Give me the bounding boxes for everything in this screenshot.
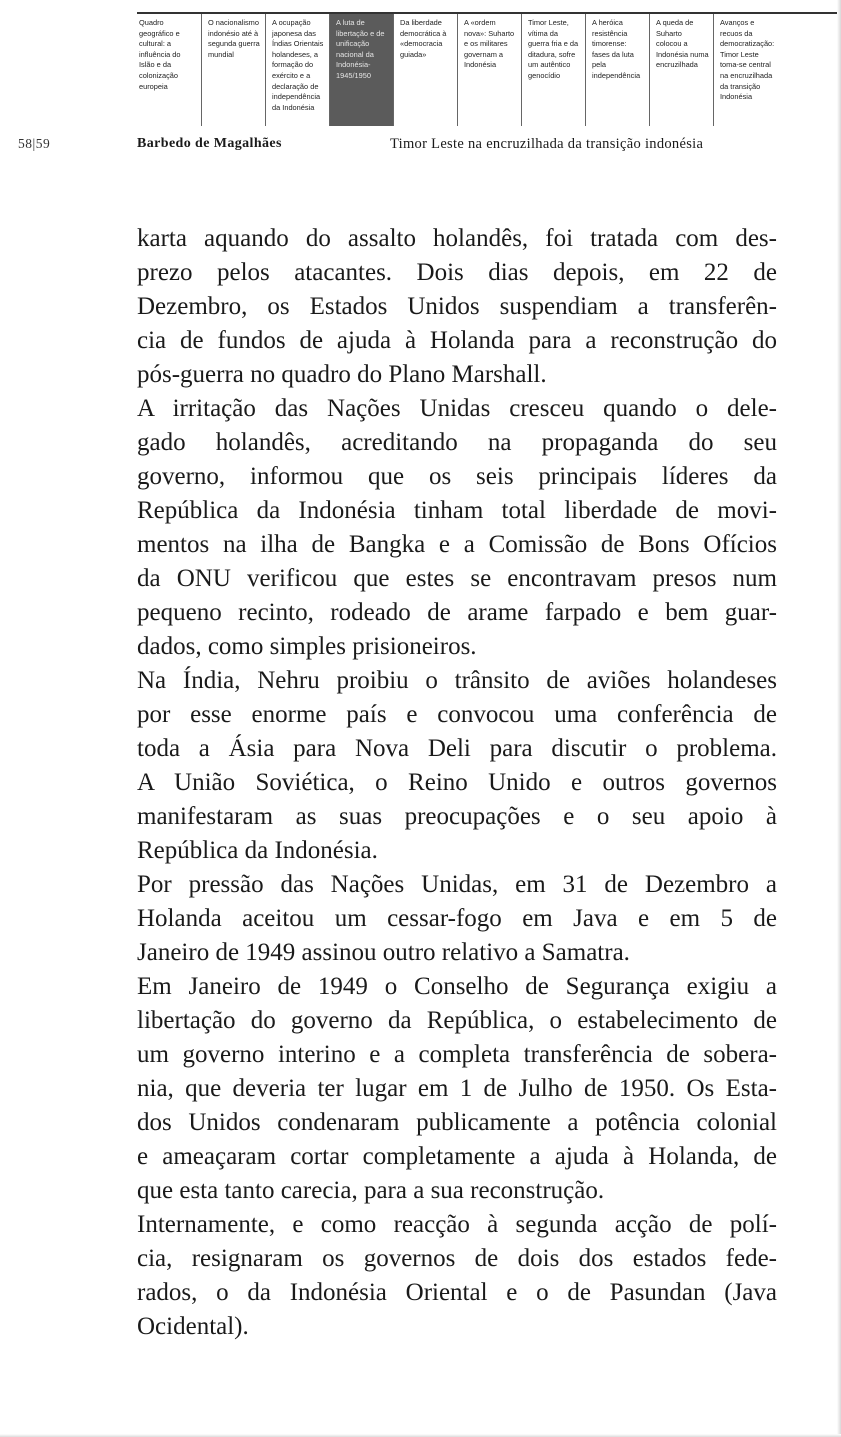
text-line: Ocidental). [137, 1313, 249, 1340]
chapter-tab[interactable] [713, 14, 777, 126]
text-line: rados, o da Indonésia Oriental e o de Pasundan (Java [137, 1279, 777, 1306]
chapter-tab-label: A «ordem nova»: Suharto e os militares governam a Indonésia [464, 18, 515, 70]
text-line: Dezembro, os Estados Unidos suspendiam a transferên- [137, 293, 777, 320]
chapter-tab[interactable] [521, 14, 585, 126]
text-line: dos Unidos condenaram publicamente a potência colonial [137, 1109, 777, 1136]
text-line: gado holandês, acreditando na propaganda do seu [137, 429, 777, 456]
text-line: libertação do governo da República, o estabelecimento de [137, 1007, 777, 1034]
author-name: Barbedo de Magalhães [137, 136, 282, 151]
chapter-tab-label: O nacionalismo indonésio até à segunda guerra mundial [208, 18, 260, 59]
text-line: República da Indonésia tinham total liberdade de movi- [137, 497, 777, 524]
text-line: Internamente, e como reacção à segunda acção de polí- [137, 1211, 777, 1238]
chapter-tab-label: A luta de libertação e de unificação nacional da Indonésia- [336, 18, 385, 70]
text-line: prezo pelos atacantes. Dois dias depois, em 22 de [137, 259, 777, 286]
chapter-tab-label: Da liberdade democrática à «democracia guiada» [400, 18, 447, 59]
text-line: nia, que deveria ter lugar em 1 de Julho de 1950. Os Esta- [137, 1075, 777, 1102]
chapter-tab-label: Timor Leste, vítima da guerra fria e da ditadura, sofre um autêntico genocídio [528, 18, 579, 80]
page-numbers: 58|59 [18, 136, 51, 151]
text-line: Janeiro de 1949 assinou outro relativo a Samatra. [137, 939, 630, 966]
text-line: da ONU verificou que estes se encontravam presos num [137, 565, 777, 592]
text-line: toda a Ásia para Nova Deli para discutir o problema. [137, 735, 777, 762]
text-line: e ameaçaram cortar completamente a ajuda à Holanda, de [137, 1143, 777, 1170]
chapter-tab[interactable] [137, 14, 201, 126]
running-header [0, 136, 841, 156]
text-line: manifestaram as suas preocupações e o seu apoio à [137, 803, 777, 830]
body-text [137, 222, 777, 1344]
text-line: cia, resignaram os governos de dois dos estados fede- [137, 1245, 777, 1272]
text-line: governo, informou que os seis principais líderes da [137, 463, 777, 490]
chapter-tab[interactable] [265, 14, 329, 126]
text-line: Em Janeiro de 1949 o Conselho de Segurança exigiu a [137, 973, 777, 1000]
chapter-tab-label: Avanços e recuos da democratização: Timor Leste toma-se central na encruzilhada da transição Indonésia [720, 18, 775, 102]
chapter-tab[interactable] [393, 14, 457, 126]
text-line: Por pressão das Nações Unidas, em 31 de Dezembro a [137, 871, 777, 898]
text-line: pós-guerra no quadro do Plano Marshall. [137, 361, 547, 388]
text-line: Na Índia, Nehru proibiu o trânsito de aviões holandeses [137, 667, 777, 694]
text-line: karta aquando do assalto holandês, foi tratada com des- [137, 225, 777, 252]
chapter-tab-years: 1945/1950 [336, 70, 371, 80]
chapter-tab[interactable] [457, 14, 521, 126]
chapter-tab-label: Quadro geográfico e cultural: a influência do Islão e da colonização europeia [139, 18, 181, 91]
chapter-tab-current[interactable] [329, 14, 393, 126]
text-line: que esta tanto carecia, para a sua reconstrução. [137, 1177, 605, 1204]
text-line: Holanda aceitou um cessar-fogo em Java e em 5 de [137, 905, 777, 932]
chapter-navigation [137, 12, 841, 126]
book-title: Timor Leste na encruzilhada da transição indonésia [390, 136, 704, 152]
text-line: dados, como simples prisioneiros. [137, 633, 477, 660]
chapter-tab[interactable] [649, 14, 713, 126]
chapter-tab-label: A queda de Suharto colocou a Indonésia numa encruzilhada [656, 18, 709, 70]
text-line: A União Soviética, o Reino Unido e outros governos [137, 769, 777, 796]
text-line: um governo interino e a completa transferência de sobera- [137, 1041, 777, 1068]
page-edge-shadow [837, 0, 841, 1437]
chapter-tab[interactable] [201, 14, 265, 126]
text-line: cia de fundos de ajuda à Holanda para a reconstrução do [137, 327, 777, 354]
chapter-tab[interactable] [585, 14, 649, 126]
text-line: República da Indonésia. [137, 837, 378, 864]
text-line: A irritação das Nações Unidas cresceu quando o dele- [137, 395, 777, 422]
text-line: por esse enorme país e convocou uma conferência de [137, 701, 777, 728]
text-line: mentos na ilha de Bangka e a Comissão de Bons Ofícios [137, 531, 777, 558]
chapter-tab-label: A heróica resistência timorense: fases da luta pela independência [592, 18, 641, 80]
chapter-tab-label: A ocupação japonesa das Índias Orientais holandeses, a formação do exército e a declaração de independência da Indonésia [272, 18, 324, 112]
text-line: pequeno recinto, rodeado de arame farpado e bem guar- [137, 599, 777, 626]
